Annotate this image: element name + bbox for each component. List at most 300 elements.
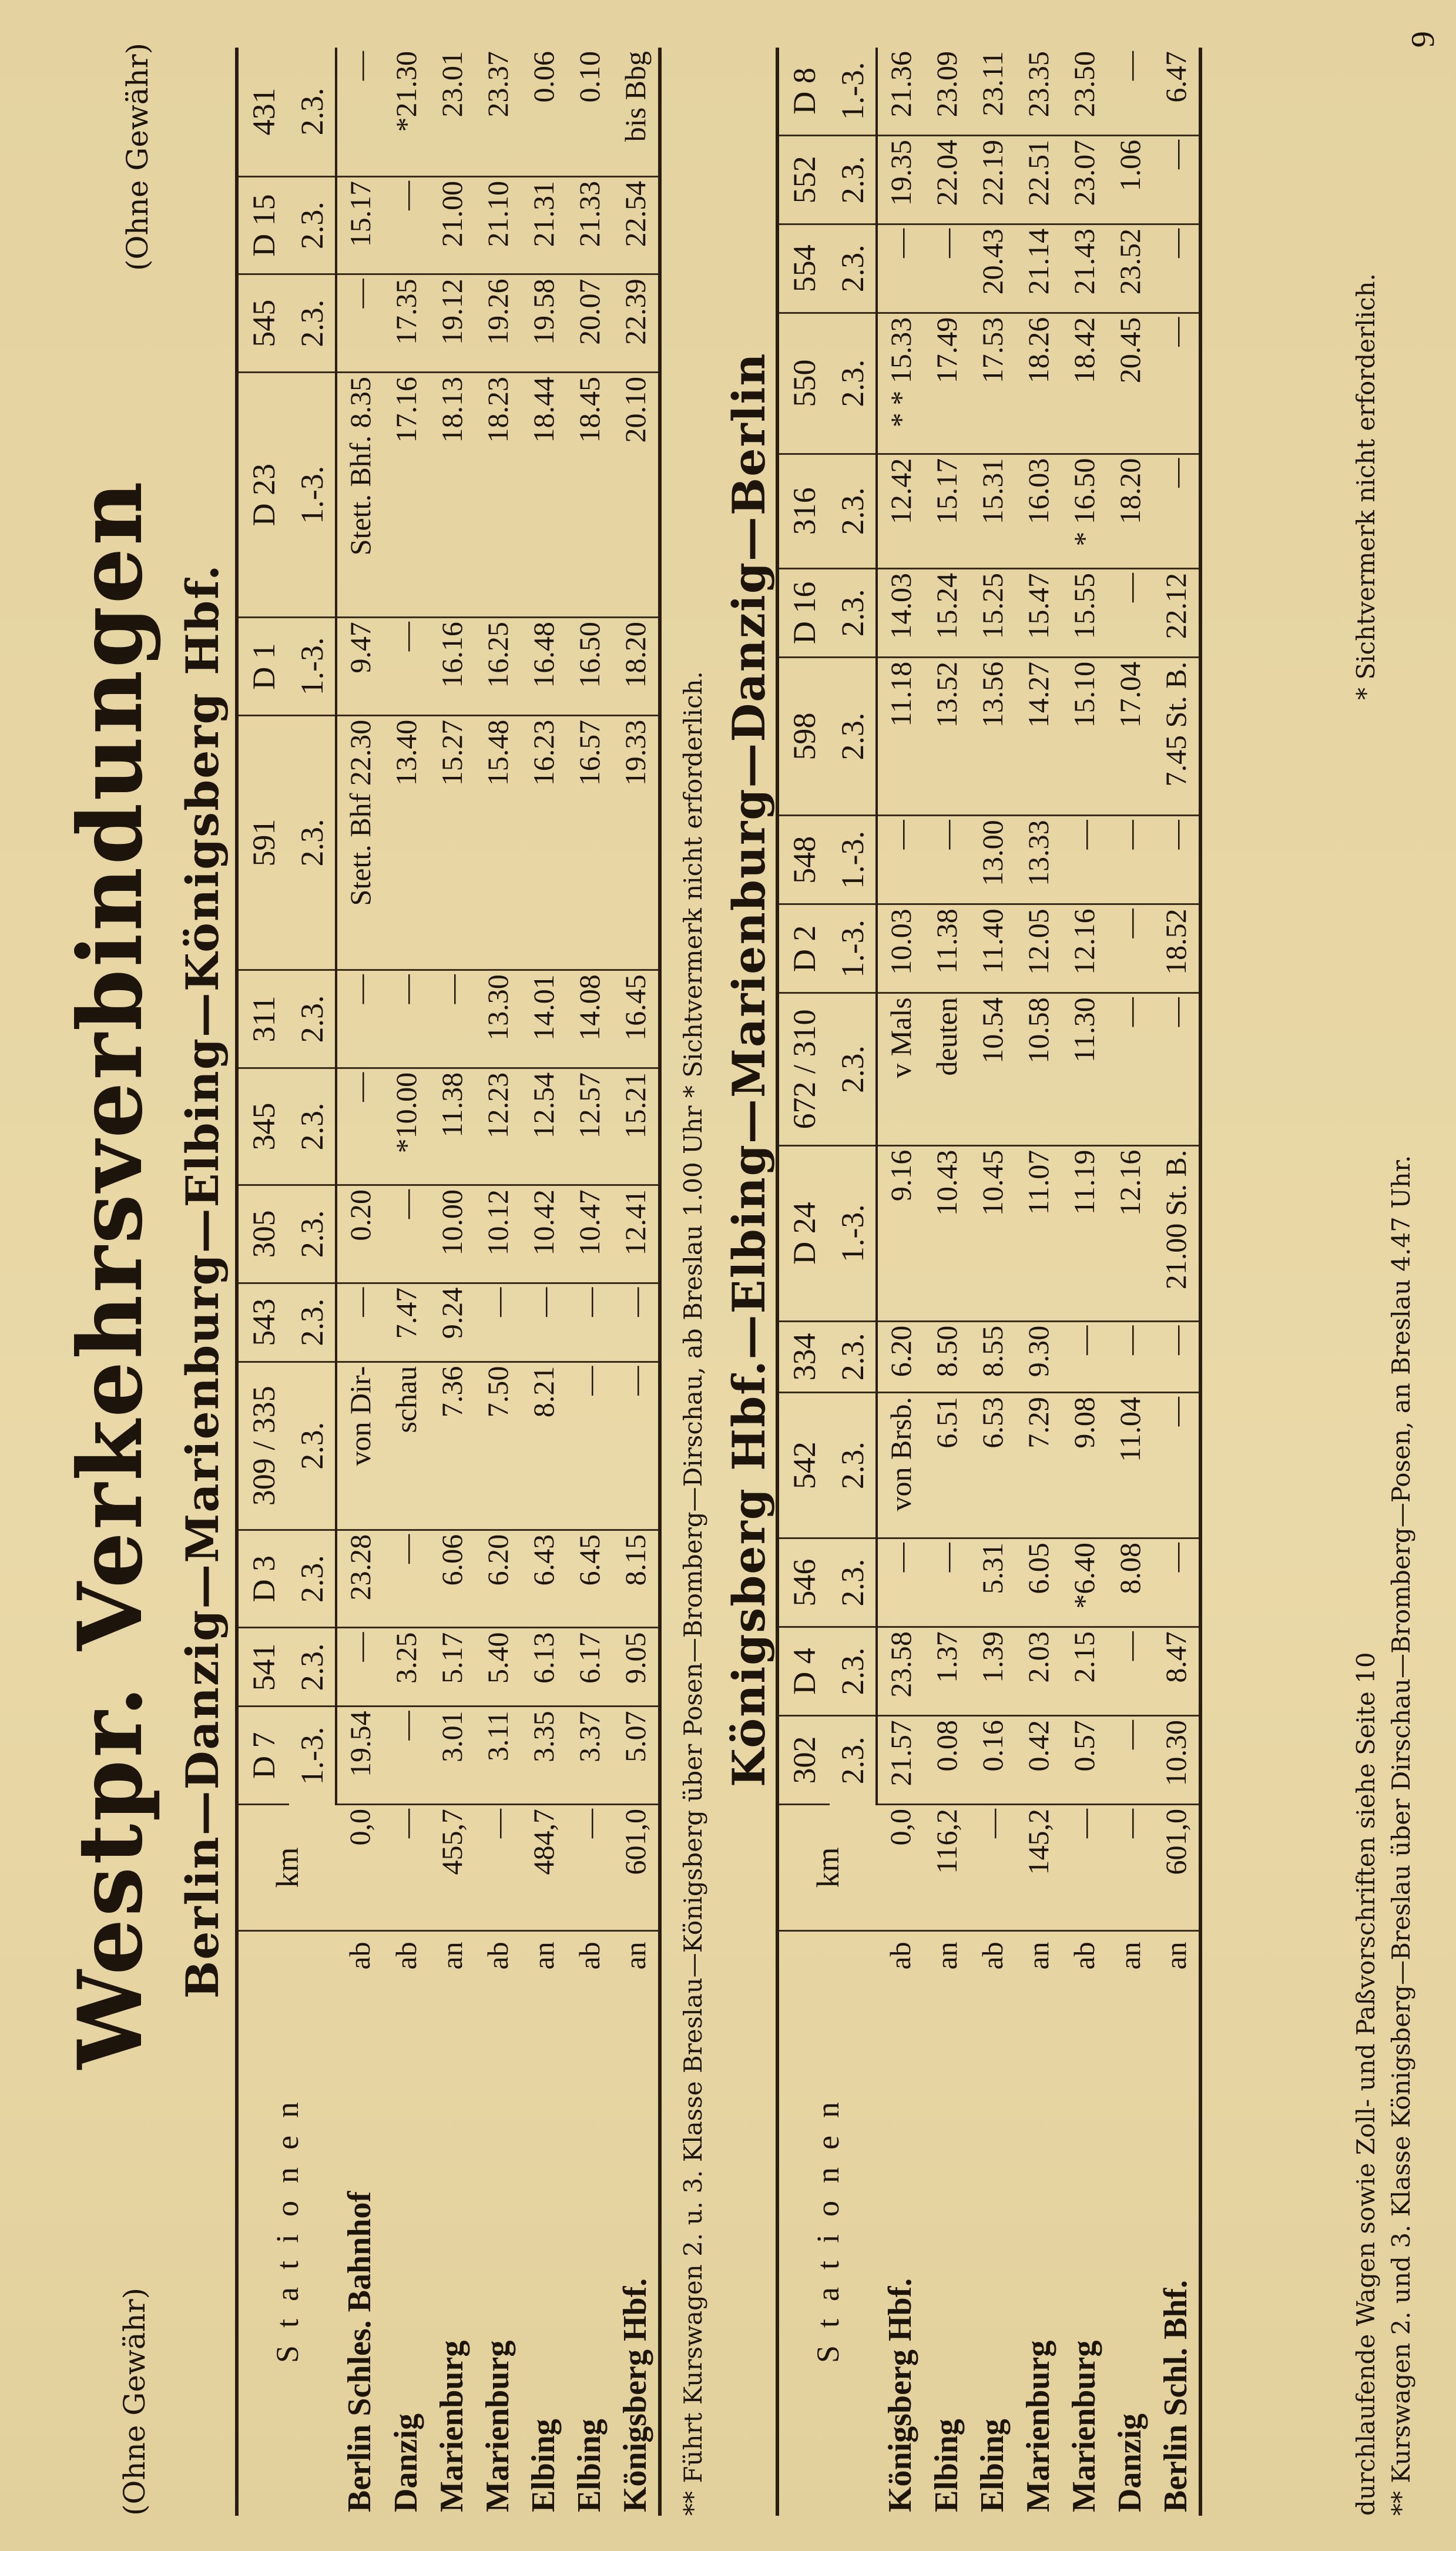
- train-class: 2.3.: [830, 1538, 877, 1627]
- time-cell: —: [877, 1538, 924, 1627]
- station-name: Marienburg: [1066, 2340, 1102, 2512]
- time-cell: 14.27: [1015, 657, 1061, 815]
- time-cell: 0.57: [1061, 1716, 1107, 1805]
- time-cell: —: [336, 970, 383, 1068]
- table-row: [429, 48, 475, 2516]
- time-cell: 23.09: [924, 48, 969, 135]
- time-cell: —: [1061, 816, 1107, 904]
- time-cell: 3.25: [383, 1628, 429, 1707]
- km-value: —: [1107, 1805, 1153, 1931]
- time-cell: 9.47: [336, 618, 383, 716]
- time-cell: 10.00: [429, 1185, 475, 1283]
- time-cell: 8.50: [924, 1321, 969, 1392]
- train-number: 305: [237, 1185, 289, 1283]
- km-value: —: [1061, 1805, 1107, 1931]
- km-value: —: [566, 1805, 612, 1931]
- time-cell: *10.00: [383, 1068, 429, 1185]
- time-cell: 14.03: [877, 568, 924, 657]
- table-row: [1015, 48, 1061, 2516]
- train-class: 2.3.: [830, 313, 877, 454]
- time-cell: 19.26: [475, 274, 521, 373]
- time-cell: —: [566, 1362, 612, 1530]
- time-cell: —: [1107, 48, 1153, 135]
- time-cell: 18.45: [566, 373, 612, 618]
- time-cell: 6.43: [521, 1530, 566, 1628]
- table-row: [566, 48, 612, 2516]
- time-cell: 18.26: [1015, 313, 1061, 454]
- time-cell: 10.42: [521, 1185, 566, 1283]
- time-cell: 9.30: [1015, 1321, 1061, 1392]
- time-cell: 6.53: [969, 1393, 1015, 1538]
- time-cell: 15.21: [612, 1068, 660, 1185]
- time-cell: 15.55: [1061, 568, 1107, 657]
- km-value: —: [475, 1805, 521, 1931]
- time-cell: 13.30: [475, 970, 521, 1068]
- time-cell: 9.05: [612, 1628, 660, 1707]
- station-name: Elbing: [974, 2419, 1011, 2512]
- arr-dep: ab: [884, 1942, 917, 1970]
- time-cell: 21.10: [475, 176, 521, 274]
- time-cell: * * 15.33: [877, 313, 924, 454]
- km-value: 601,0: [612, 1805, 660, 1931]
- time-cell: 6.45: [566, 1530, 612, 1628]
- time-cell: 0.16: [969, 1716, 1015, 1805]
- footnote-2b: ** Kurswagen 2. und 3. Klasse Königsberg—Breslau über Dirschau—Bromberg—Posen, an Breslau 4.47 Uhr.: [1387, 1155, 1415, 2516]
- time-cell: 14.01: [521, 970, 566, 1068]
- station-name: Marienburg: [1020, 2340, 1056, 2512]
- train-class: 1.-3.: [830, 816, 877, 904]
- time-cell: 8.47: [1153, 1627, 1200, 1716]
- time-cell: —: [1153, 135, 1200, 224]
- time-cell: —: [336, 48, 383, 176]
- time-cell: 10.12: [475, 1185, 521, 1283]
- time-cell: 14.08: [566, 970, 612, 1068]
- time-cell: Stett. Bhf 22.30: [336, 715, 383, 970]
- time-cell: —: [336, 1628, 383, 1707]
- time-cell: —: [383, 1185, 429, 1283]
- time-cell: —: [336, 1283, 383, 1362]
- table-row: [521, 48, 566, 2516]
- time-cell: 18.52: [1153, 904, 1200, 993]
- time-cell: schau: [383, 1362, 429, 1530]
- time-cell: 16.57: [566, 715, 612, 970]
- km-value: 145,2: [1015, 1805, 1061, 1931]
- stations-header: Stationen: [237, 1931, 336, 2516]
- time-cell: 23.37: [475, 48, 521, 176]
- time-cell: 0.08: [924, 1716, 969, 1805]
- train-class: 2.3.: [830, 568, 877, 657]
- time-cell: 6.47: [1153, 48, 1200, 135]
- time-cell: 11.38: [429, 1068, 475, 1185]
- train-number: D 4: [777, 1627, 830, 1716]
- time-cell: 0.42: [1015, 1716, 1061, 1805]
- arr-dep: ab: [390, 1942, 422, 1970]
- time-cell: 2.15: [1061, 1627, 1107, 1716]
- time-cell: 13.40: [383, 715, 429, 970]
- time-cell: —: [383, 618, 429, 716]
- train-class: 2.3.: [289, 1362, 336, 1530]
- footnote-1: ** Führt Kurswagen 2. u. 3. Klasse Breslau—Königsberg über Posen—Bromberg—Dirschau, ab Breslau 1.00 Uhr * Sichtvermerk nicht erforderlich.: [679, 671, 707, 2516]
- train-class: 2.3.: [830, 1393, 877, 1538]
- train-class: 2.3.: [289, 48, 336, 176]
- time-cell: 6.20: [475, 1530, 521, 1628]
- time-cell: 12.42: [877, 454, 924, 568]
- time-cell: 5.31: [969, 1538, 1015, 1627]
- time-cell: —: [1107, 1627, 1153, 1716]
- time-cell: —: [336, 274, 383, 373]
- time-cell: 3.01: [429, 1707, 475, 1805]
- time-cell: 8.55: [969, 1321, 1015, 1392]
- time-cell: —: [1153, 1393, 1200, 1538]
- time-cell: 15.48: [475, 715, 521, 970]
- time-cell: —: [924, 816, 969, 904]
- time-cell: 6.05: [1015, 1538, 1061, 1627]
- time-cell: 11.30: [1061, 993, 1107, 1145]
- time-cell: deuten: [924, 993, 969, 1145]
- time-cell: —: [612, 1362, 660, 1530]
- time-cell: 16.45: [612, 970, 660, 1068]
- time-cell: bis Bbg: [612, 48, 660, 176]
- time-cell: 16.48: [521, 618, 566, 716]
- table-row: [924, 48, 969, 2516]
- time-cell: —: [1107, 1716, 1153, 1805]
- time-cell: 22.19: [969, 135, 1015, 224]
- train-class: 2.3.: [830, 454, 877, 568]
- time-cell: 12.57: [566, 1068, 612, 1185]
- time-cell: 6.51: [924, 1393, 969, 1538]
- time-cell: Stett. Bhf. 8.35: [336, 373, 383, 618]
- time-cell: 23.01: [429, 48, 475, 176]
- train-class: 1.-3.: [830, 1145, 877, 1321]
- time-cell: 6.13: [521, 1628, 566, 1707]
- train-number: 302: [777, 1716, 830, 1805]
- time-cell: 5.40: [475, 1628, 521, 1707]
- time-cell: —: [1107, 904, 1153, 993]
- time-cell: 12.16: [1061, 904, 1107, 993]
- footnote-2a: durchlaufende Wagen sowie Zoll- und Paßvorschriften siehe Seite 10: [1351, 1652, 1380, 2516]
- time-cell: —: [1153, 454, 1200, 568]
- train-class: 2.3.: [289, 715, 336, 970]
- time-cell: 9.16: [877, 1145, 924, 1321]
- train-class: 2.3.: [289, 176, 336, 274]
- table-row: [1153, 48, 1200, 2516]
- table-row: [383, 48, 429, 2516]
- train-class: 1.-3.: [830, 48, 877, 135]
- arr-dep: an: [612, 1931, 660, 1980]
- time-cell: —: [924, 224, 969, 313]
- time-cell: 6.20: [877, 1321, 924, 1392]
- time-cell: 9.08: [1061, 1393, 1107, 1538]
- time-cell: 7.47: [383, 1283, 429, 1362]
- page-number: 9: [1405, 31, 1441, 48]
- time-cell: 16.03: [1015, 454, 1061, 568]
- route-title-2: Königsberg Hbf.—Elbing—Marienburg—Danzig—Berlin: [723, 352, 775, 1787]
- time-cell: 16.25: [475, 618, 521, 716]
- arr-dep: ab: [481, 1942, 514, 1970]
- train-number: 334: [777, 1321, 830, 1392]
- time-cell: 11.07: [1015, 1145, 1061, 1321]
- time-cell: 10.03: [877, 904, 924, 993]
- time-cell: 7.29: [1015, 1393, 1061, 1538]
- arr-dep: ab: [573, 1942, 606, 1970]
- time-cell: 17.49: [924, 313, 969, 454]
- train-number: 545: [237, 274, 289, 373]
- time-cell: 15.10: [1061, 657, 1107, 815]
- time-cell: —: [383, 970, 429, 1068]
- train-number: 552: [777, 135, 830, 224]
- train-class: 2.3.: [289, 1628, 336, 1707]
- time-cell: 21.36: [877, 48, 924, 135]
- time-cell: 16.16: [429, 618, 475, 716]
- train-class: 1.-3.: [830, 904, 877, 993]
- time-cell: —: [1153, 313, 1200, 454]
- time-cell: * 16.50: [1061, 454, 1107, 568]
- time-cell: 12.54: [521, 1068, 566, 1185]
- time-cell: v Mals: [877, 993, 924, 1145]
- km-header: km: [777, 1805, 877, 1931]
- train-number: 591: [237, 715, 289, 970]
- disclaimer-right: (Ohne Gewähr): [120, 42, 155, 271]
- time-cell: *6.40: [1061, 1538, 1107, 1627]
- table-row: [1107, 48, 1153, 2516]
- train-number: 554: [777, 224, 830, 313]
- time-cell: 21.57: [877, 1716, 924, 1805]
- time-cell: —: [383, 1707, 429, 1805]
- stations-header: Stationen: [777, 1931, 877, 2516]
- train-class: 2.3.: [289, 970, 336, 1068]
- footnote-side: * Sichtvermerk nicht erforderlich.: [1351, 273, 1380, 700]
- station-name: Elbing: [525, 2419, 562, 2512]
- time-cell: 23.35: [1015, 48, 1061, 135]
- disclaimer-left: (Ohne Gewähr): [118, 2287, 152, 2516]
- time-cell: 17.04: [1107, 657, 1153, 815]
- time-cell: 11.38: [924, 904, 969, 993]
- timetable-berlin-koenigsberg: [235, 48, 662, 2516]
- station-name: Danzig: [1112, 2413, 1148, 2512]
- time-cell: 16.50: [566, 618, 612, 716]
- time-cell: 15.25: [969, 568, 1015, 657]
- time-cell: 12.16: [1107, 1145, 1153, 1321]
- km-value: —: [969, 1805, 1015, 1931]
- train-class: 2.3.: [289, 274, 336, 373]
- time-cell: 17.53: [969, 313, 1015, 454]
- time-cell: 20.07: [566, 274, 612, 373]
- time-cell: 15.17: [924, 454, 969, 568]
- time-cell: 21.31: [521, 176, 566, 274]
- time-cell: —: [1107, 1321, 1153, 1392]
- train-class: 1.-3.: [289, 1707, 336, 1805]
- train-number: 311: [237, 970, 289, 1068]
- train-class: 2.3.: [830, 135, 877, 224]
- train-number: D 7: [237, 1707, 289, 1805]
- arr-dep: an: [1113, 1942, 1146, 1970]
- time-cell: 11.18: [877, 657, 924, 815]
- train-number: 548: [777, 816, 830, 904]
- station-name: Elbing: [928, 2419, 965, 2512]
- time-cell: 18.42: [1061, 313, 1107, 454]
- train-number: 543: [237, 1283, 289, 1362]
- page-title: Westpr. Verkehrsverbindungen: [59, 479, 162, 2069]
- km-value: 484,7: [521, 1805, 566, 1931]
- time-cell: 5.07: [612, 1707, 660, 1805]
- train-number: 598: [777, 657, 830, 815]
- time-cell: 18.20: [612, 618, 660, 716]
- time-cell: 13.52: [924, 657, 969, 815]
- time-cell: *21.30: [383, 48, 429, 176]
- time-cell: —: [1107, 816, 1153, 904]
- train-class: 1.-3.: [289, 373, 336, 618]
- time-cell: 6.06: [429, 1530, 475, 1628]
- train-class: 2.3.: [830, 1627, 877, 1716]
- time-cell: —: [877, 816, 924, 904]
- table-row: [475, 48, 521, 2516]
- time-cell: —: [924, 1538, 969, 1627]
- time-cell: 1.37: [924, 1627, 969, 1716]
- arr-dep: ab: [1068, 1942, 1101, 1970]
- arr-dep: ab: [976, 1942, 1009, 1970]
- time-cell: —: [336, 1068, 383, 1185]
- train-class: 2.3.: [289, 1068, 336, 1185]
- time-cell: 19.33: [612, 715, 660, 970]
- train-number: 431: [237, 48, 289, 176]
- timetable-koenigsberg-berlin: [776, 48, 1202, 2516]
- route-title-1: Berlin—Danzig—Marienburg—Elbing—Königsberg Hbf.: [176, 564, 229, 1999]
- time-cell: 18.20: [1107, 454, 1153, 568]
- time-cell: 10.45: [969, 1145, 1015, 1321]
- train-class: 2.3.: [289, 1185, 336, 1283]
- time-cell: 15.31: [969, 454, 1015, 568]
- time-cell: 3.37: [566, 1707, 612, 1805]
- train-number: 550: [777, 313, 830, 454]
- km-value: 116,2: [924, 1805, 969, 1931]
- time-cell: 22.39: [612, 274, 660, 373]
- arr-dep: an: [1022, 1942, 1055, 1970]
- time-cell: 21.00 St. B.: [1153, 1145, 1200, 1321]
- time-cell: 15.47: [1015, 568, 1061, 657]
- train-number: 309 / 335: [237, 1362, 289, 1530]
- time-cell: —: [1153, 1538, 1200, 1627]
- time-cell: 21.33: [566, 176, 612, 274]
- train-number: D 8: [777, 48, 830, 135]
- time-cell: 13.00: [969, 816, 1015, 904]
- time-cell: 2.03: [1015, 1627, 1061, 1716]
- station-name: Marienburg: [479, 2340, 516, 2512]
- time-cell: 22.54: [612, 176, 660, 274]
- km-value: —: [383, 1805, 429, 1931]
- train-class: 2.3.: [830, 657, 877, 815]
- time-cell: 13.56: [969, 657, 1015, 815]
- station-name: Marienburg: [434, 2340, 470, 2512]
- time-cell: 23.28: [336, 1530, 383, 1628]
- time-cell: —: [566, 1283, 612, 1362]
- time-cell: 9.24: [429, 1283, 475, 1362]
- train-number: 541: [237, 1628, 289, 1707]
- station-name: Königsberg Hbf.: [882, 2278, 918, 2512]
- time-cell: 19.54: [336, 1707, 383, 1805]
- table-row: [877, 48, 924, 2516]
- time-cell: —: [1107, 993, 1153, 1145]
- time-cell: 11.04: [1107, 1393, 1153, 1538]
- time-cell: 18.23: [475, 373, 521, 618]
- time-cell: 6.17: [566, 1628, 612, 1707]
- train-number: D 15: [237, 176, 289, 274]
- station-name: Elbing: [571, 2419, 608, 2512]
- time-cell: von Brsb.: [877, 1393, 924, 1538]
- train-number: D 2: [777, 904, 830, 993]
- km-value: 455,7: [429, 1805, 475, 1931]
- time-cell: 23.58: [877, 1627, 924, 1716]
- table-row: [336, 48, 383, 2516]
- train-number: 546: [777, 1538, 830, 1627]
- arr-dep: an: [930, 1942, 963, 1970]
- time-cell: 7.36: [429, 1362, 475, 1530]
- train-number: 542: [777, 1393, 830, 1538]
- time-cell: —: [383, 176, 429, 274]
- train-number: D 16: [777, 568, 830, 657]
- time-cell: 10.54: [969, 993, 1015, 1145]
- station-name: Berlin Schl. Bhf.: [1153, 1980, 1200, 2516]
- time-cell: —: [1153, 993, 1200, 1145]
- time-cell: 10.30: [1153, 1716, 1200, 1805]
- time-cell: 10.58: [1015, 993, 1061, 1145]
- train-number: D 1: [237, 618, 289, 716]
- time-cell: —: [1107, 568, 1153, 657]
- station-name: Königsberg Hbf.: [612, 1980, 660, 2516]
- time-cell: —: [1153, 1321, 1200, 1392]
- time-cell: 21.14: [1015, 224, 1061, 313]
- time-cell: —: [1061, 1321, 1107, 1392]
- time-cell: —: [612, 1283, 660, 1362]
- time-cell: 17.16: [383, 373, 429, 618]
- time-cell: 20.45: [1107, 313, 1153, 454]
- km-header: km: [237, 1805, 336, 1931]
- time-cell: 12.05: [1015, 904, 1061, 993]
- train-number: D 24: [777, 1145, 830, 1321]
- time-cell: 23.11: [969, 48, 1015, 135]
- station-name: Danzig: [388, 2413, 424, 2512]
- train-number: 316: [777, 454, 830, 568]
- table-row: [612, 48, 660, 2516]
- train-class: 2.3.: [830, 224, 877, 313]
- train-number: 345: [237, 1068, 289, 1185]
- time-cell: 23.07: [1061, 135, 1107, 224]
- time-cell: 11.40: [969, 904, 1015, 993]
- arr-dep: an: [435, 1942, 468, 1970]
- table-row: [1061, 48, 1107, 2516]
- time-cell: 0.20: [336, 1185, 383, 1283]
- train-class: 2.3.: [830, 1321, 877, 1392]
- time-cell: 21.43: [1061, 224, 1107, 313]
- arr-dep: an: [1153, 1931, 1200, 1980]
- time-cell: 12.23: [475, 1068, 521, 1185]
- time-cell: —: [521, 1283, 566, 1362]
- time-cell: —: [877, 224, 924, 313]
- train-class: 1.-3.: [289, 618, 336, 716]
- train-class: 2.3.: [289, 1530, 336, 1628]
- time-cell: von Dir-: [336, 1362, 383, 1530]
- time-cell: 23.52: [1107, 224, 1153, 313]
- time-cell: 20.10: [612, 373, 660, 618]
- arr-dep: an: [527, 1942, 560, 1970]
- time-cell: 8.21: [521, 1362, 566, 1530]
- time-cell: 7.45 St. B.: [1153, 657, 1200, 815]
- time-cell: 13.33: [1015, 816, 1061, 904]
- time-cell: 7.50: [475, 1362, 521, 1530]
- time-cell: 22.04: [924, 135, 969, 224]
- time-cell: —: [429, 970, 475, 1068]
- km-value: 0,0: [877, 1805, 924, 1931]
- train-class: 2.3.: [830, 1716, 877, 1805]
